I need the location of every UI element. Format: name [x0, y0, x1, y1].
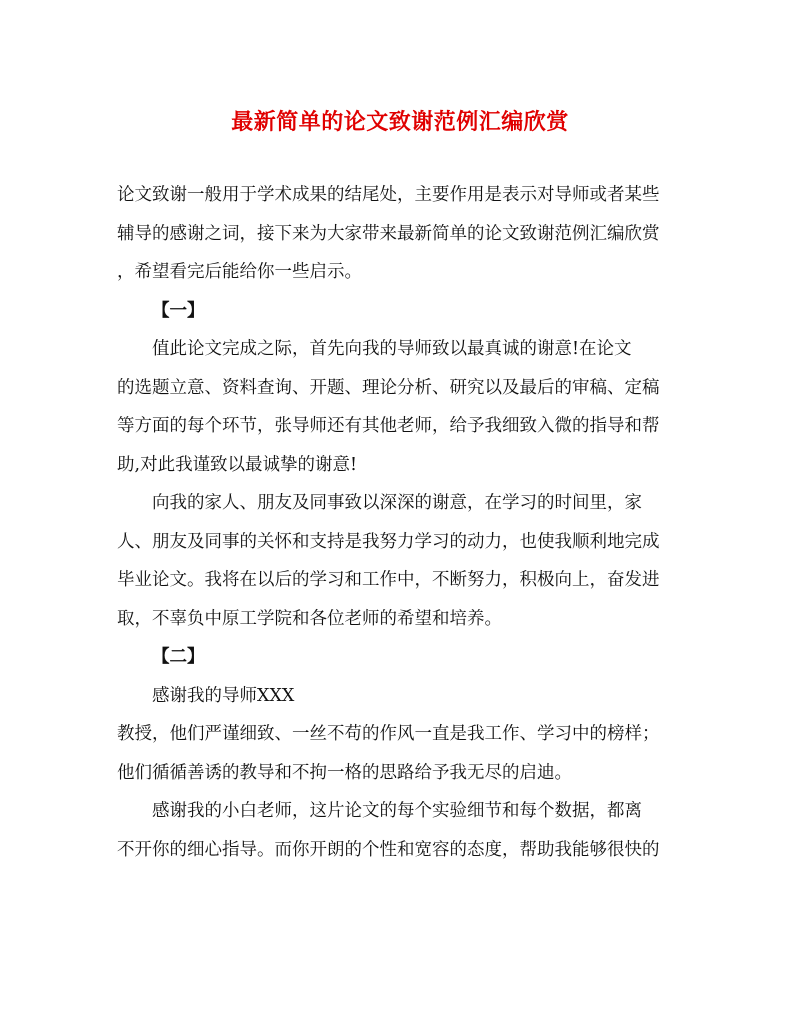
- section-heading: 【二】: [152, 647, 205, 667]
- paragraph-line: 教授，他们严谨细致、一丝不苟的作风一直是我工作、学习中的榜样；: [117, 724, 660, 744]
- paragraph-line: 向我的家人、朋友及同事致以深深的谢意，在学习的时间里，家: [152, 493, 642, 513]
- section-paragraph: [117, 330, 685, 484]
- paragraph-line: 感谢我的导师XXX: [152, 685, 295, 706]
- section-paragraph: [117, 484, 685, 638]
- paragraph-line: 值此论文完成之际，首先向我的导师致以最真诚的谢意!在论文: [152, 339, 632, 359]
- intro-line: 辅导的感谢之词，接下来为大家带来最新简单的论文致谢范例汇编欣赏: [117, 223, 660, 244]
- paragraph-line: 不开你的细心指导。而你开朗的个性和宽容的态度，帮助我能够很快的: [117, 839, 660, 860]
- section-two: [117, 638, 685, 869]
- section-paragraph: [117, 677, 685, 793]
- paragraph-line: 的选题立意、资料查询、开题、理论分析、研究以及最后的审稿、定稿: [117, 377, 660, 398]
- paragraph-line: 他们循循善诱的教导和不拘一格的思路给予我无尽的启迪。: [117, 762, 572, 783]
- intro-paragraph: [117, 176, 685, 292]
- section-paragraph: [117, 792, 685, 869]
- paragraph-line: 感谢我的小白老师，这片论文的每个实验细节和每个数据，都离: [152, 801, 642, 821]
- intro-line: ，希望看完后能给你一些启示。: [117, 262, 362, 282]
- paragraph-line: 取，不辜负中原工学院和各位老师的希望和培养。: [117, 608, 502, 629]
- paragraph-line: 人、朋友及同事的关怀和支持是我努力学习的动力，也使我顺利地完成: [117, 531, 660, 552]
- paragraph-line: 毕业论文。我将在以后的学习和工作中，不断努力，积极向上，奋发进: [117, 570, 660, 590]
- intro-line: 论文致谢一般用于学术成果的结尾处，主要作用是表示对导师或者某些: [117, 185, 660, 205]
- document-title: 最新简单的论文致谢范例汇编欣赏: [231, 109, 569, 135]
- section-heading: 【一】: [152, 300, 205, 321]
- paragraph-line: 等方面的每个环节，张导师还有其他老师，给予我细致入微的指导和帮: [117, 416, 660, 436]
- paragraph-line: 助,对此我谨致以最诚挚的谢意!: [117, 454, 358, 475]
- document-body: [117, 176, 685, 869]
- section-one: [117, 292, 685, 639]
